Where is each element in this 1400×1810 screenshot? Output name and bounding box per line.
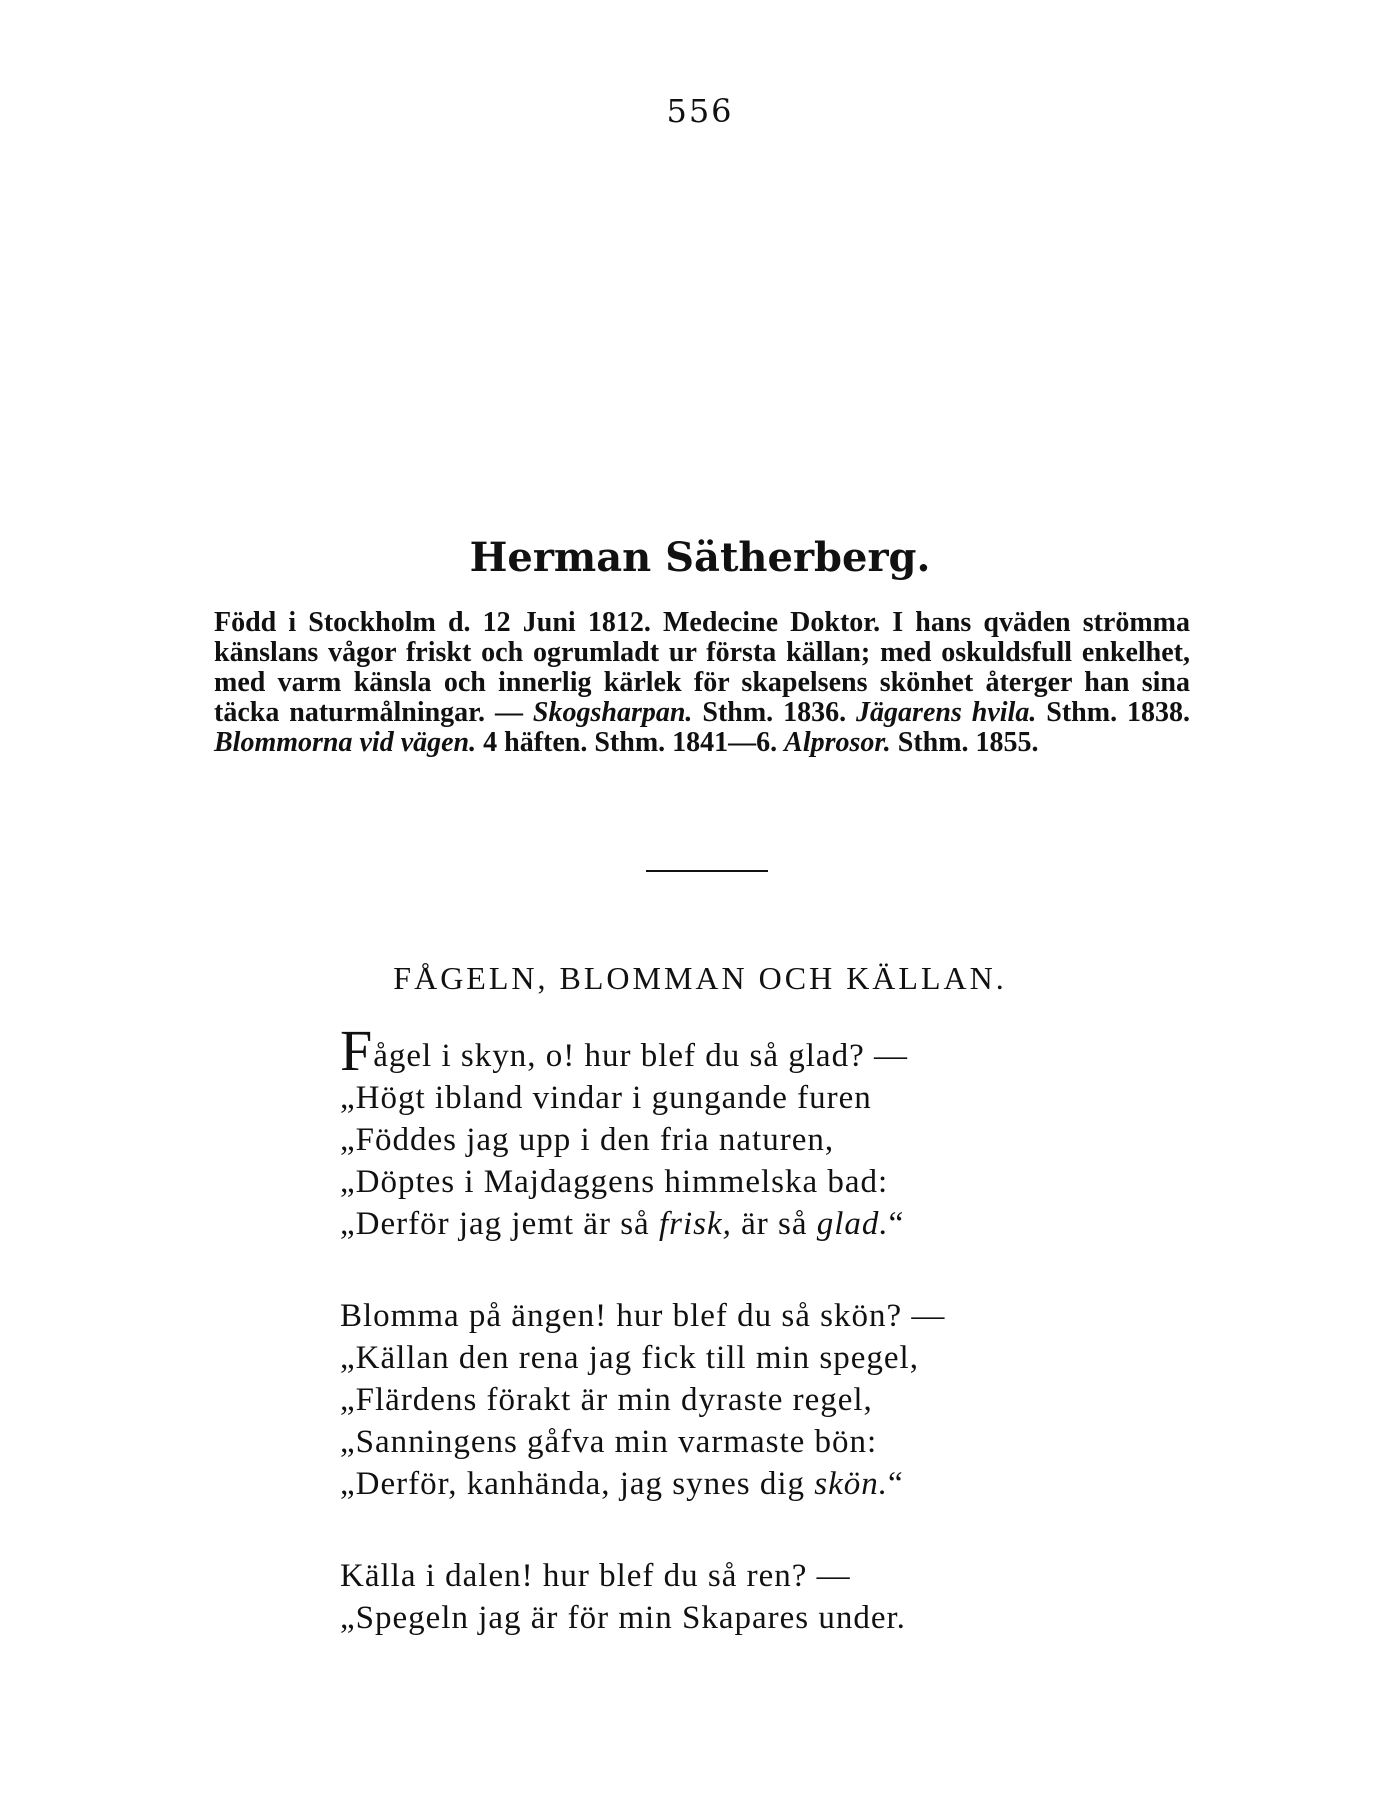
author-heading: Herman Sätherberg. [469,534,931,581]
stanza-3 [340,1555,1200,1639]
poem-body [340,1018,1200,1689]
poem-line [340,1203,1200,1245]
work-title-alprosor: Alprosor. [784,727,891,758]
poem-line: „Sanningens gåfva min varmaste bön: [340,1424,878,1460]
closing-quote: “ [888,1206,905,1242]
section-divider [646,870,768,872]
emphasis-glad: glad. [816,1206,889,1242]
stanza-2 [340,1295,1200,1505]
poem-line-text: „Derför, kanhända, jag synes dig [340,1466,815,1502]
author-biography [214,608,1190,758]
poem-line: Blomma på ängen! hur blef du så skön? — [340,1298,946,1334]
poem-title: FÅGELN, BLOMMAN OCH KÄLLAN. [393,960,1007,996]
poem-line [340,1463,1200,1505]
work-title-blommorna: Blommorna vid vägen. [214,727,477,758]
bio-text-5: Sthm. 1855. [890,727,1039,758]
page-number: 556 [666,92,734,130]
bio-text-2: Sthm. 1836. [692,697,857,728]
bio-text-3: Sthm. 1838. [1036,697,1191,728]
drop-cap: F [340,1018,374,1083]
poem-line: „Spegeln jag är för min Skapares under. [340,1600,906,1636]
poem-line: „Döptes i Majdaggens himmelska bad: [340,1164,889,1200]
poem-line: „Högt ibland vindar i gungande furen [340,1080,872,1116]
poem-line: „Föddes jag upp i den fria naturen, [340,1122,835,1158]
biography-paragraph [214,608,1190,758]
poem-line: „Flärdens förakt är min dyraste regel, [340,1382,873,1418]
poem-line: „Källan den rena jag fick till min spegel, [340,1340,919,1376]
work-title-jagarens-hvila: Jägarens hvila. [856,697,1037,728]
bio-text-4: 4 häften. Sthm. 1841—6. [476,727,785,758]
emphasis-skon: skön. [814,1466,889,1502]
poem-line: Källa i dalen! hur blef du så ren? — [340,1558,851,1594]
poem-line-text: är så [731,1206,817,1242]
poem-line [340,1018,1200,1083]
poem-line-text: ågel i skyn, o! hur blef du så glad? — [373,1038,908,1074]
poem-line-text: „Derför jag jemt är så [340,1206,659,1242]
emphasis-frisk: frisk, [658,1206,732,1242]
work-title-skogsharpan: Skogsharpan. [532,697,693,728]
bio-text-1: Född i Stockholm d. 12 Juni 1812. Medecine Doktor. I hans qväden strömma känslans vågor friskt och ogrumladt ur första källan; med oskuldsfull enkelhet, med varm känsla och innerlig kärlek för skapelsens skönhet återger han sina täcka naturmålningar. — [214,607,1190,728]
closing-quote: “ [888,1466,904,1502]
stanza-1 [340,1018,1200,1245]
